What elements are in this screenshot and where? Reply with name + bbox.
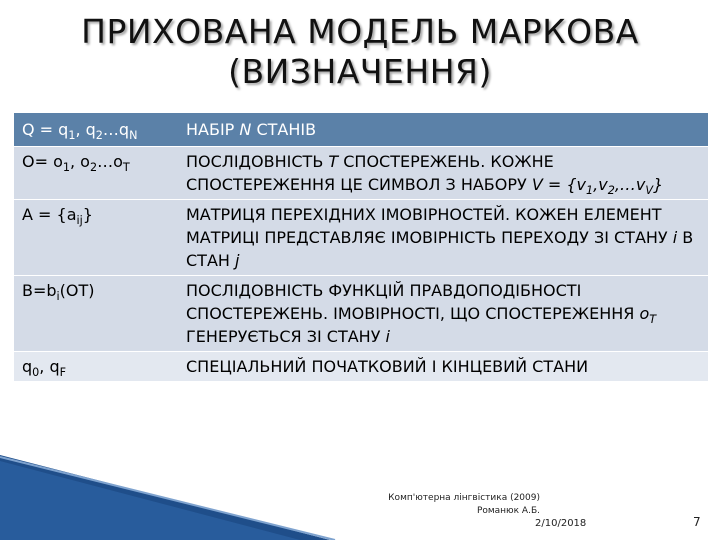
term-cell: $B=b_i(OT)$ bbox=[14, 275, 178, 351]
footer-course: Комп'ютерна лінгвістика (2009) bbox=[388, 493, 540, 503]
slide-title bbox=[0, 12, 720, 92]
term-cell: $O= o_1$, $o_2\dots o_T$ bbox=[14, 146, 178, 199]
definition-cell: МАТРИЦЯ ПЕРЕХІДНИХ ІМОВІРНОСТЕЙ. КОЖЕН ЕЛЕМЕНТ МАТРИЦІ ПРЕДСТАВЛЯЄ ІМОВІРНІСТЬ ПЕРЕХОДУ ЗІ СТАНУ i В СТАН j bbox=[178, 199, 708, 275]
definitions-table bbox=[14, 113, 708, 381]
definition-cell: ПОСЛІДОВНІСТЬ T СПОСТЕРЕЖЕНЬ. КОЖНЕ СПОСТЕРЕЖЕННЯ ЦЕ СИМВОЛ З НАБОРУ $V = \{v_1,v_2,\dots v_V\}$ bbox=[178, 146, 708, 199]
definition-cell: ПОСЛІДОВНІСТЬ ФУНКЦІЙ ПРАВДОПОДІБНОСТІ СПОСТЕРЕЖЕНЬ. ІМОВІРНОСТІ, ЩО СПОСТЕРЕЖЕННЯ $o_T$ ГЕНЕРУЄТЬСЯ ЗІ СТАНУ i bbox=[178, 275, 708, 351]
footer-date: 2/10/2018 bbox=[535, 518, 587, 529]
table-row bbox=[14, 146, 708, 199]
title-line-2: (ВИЗНАЧЕННЯ) bbox=[228, 52, 492, 91]
term-cell: $A = \{a_{ij}\}$ bbox=[14, 199, 178, 275]
table-row bbox=[14, 351, 708, 381]
definition-cell: НАБІР N СТАНІВ bbox=[178, 113, 708, 146]
table-row bbox=[14, 199, 708, 275]
definition-cell: СПЕЦІАЛЬНИЙ ПОЧАТКОВИЙ І КІНЦЕВИЙ СТАНИ bbox=[178, 351, 708, 381]
page-number: 7 bbox=[693, 515, 701, 529]
footer-text bbox=[350, 492, 540, 518]
title-line-1: ПРИХОВАНА МОДЕЛЬ МАРКОВА bbox=[81, 12, 639, 51]
term-cell: $q_0$, $q_F$ bbox=[14, 351, 178, 381]
table-row bbox=[14, 113, 708, 146]
footer-author: Романюк А.Б. bbox=[476, 506, 540, 516]
term-cell: $Q = q_1$, $q_2\dots q_N$ bbox=[14, 113, 178, 146]
table-row bbox=[14, 275, 708, 351]
